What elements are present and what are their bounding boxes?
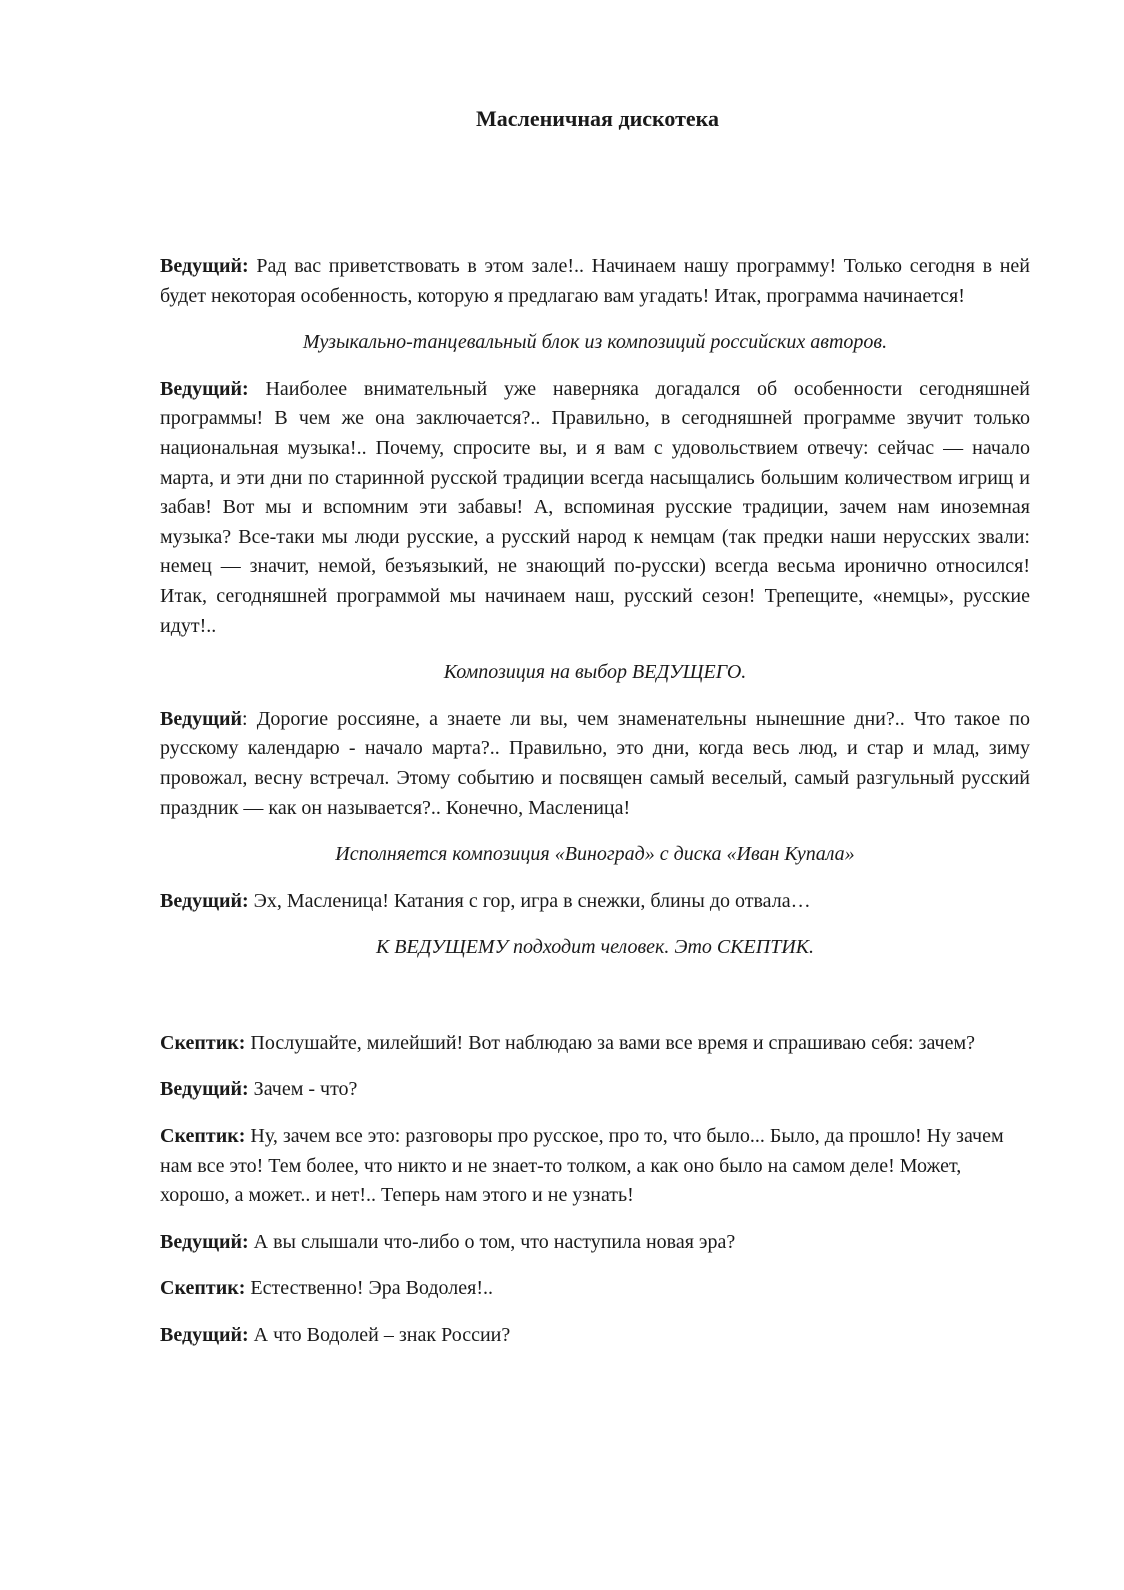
speaker-label: Ведущий:	[160, 889, 249, 912]
dialogue-text: Ну, зачем все это: разговоры про русское, про то, что было... Было, да прошло! Ну зачем нам все это! Тем более, что никто и не знает-то толком, а как оно было на самом деле! Может, хорошо, а может.. и нет!.. Теперь нам этого и не узнать!	[160, 1125, 1004, 1207]
dialogue-paragraph	[160, 1274, 1030, 1304]
dialogue-text: Наиболее внимательный уже наверняка догадался об особенности сегодняшней программы! В чем же она заключается?.. Правильно, в сегодняшней программе звучит только национальная музыка!.. Почему, спросите вы, и я вам с удовольствием отвечу: сейчас — начало марта, и эти дни по старинной русской традиции всегда насыщались большим количеством игрищ и забав! Вот мы и вспомним эти забавы! А, вспоминая русские традиции, зачем нам иноземная музыка? Все-таки мы люди русские, а русский народ к немцам (так предки наши нерусских звали: немец — значит, немой, безъязыкий, не знающий по-русски) всегда весьма иронично относился! Итак, сегодняшней программой мы начинаем наш, русский сезон! Трепещите, «немцы», русские идут!..	[160, 377, 1030, 637]
dialogue-paragraph	[160, 887, 1030, 917]
dialogue-text: А что Водолей – знак России?	[248, 1324, 511, 1347]
stage-direction: Композиция на выбор ВЕДУЩЕГО.	[443, 661, 747, 684]
speaker-label: Ведущий:	[160, 1078, 249, 1101]
stage-direction: К ВЕДУЩЕМУ подходит человек. Это СКЕПТИК.	[375, 936, 815, 959]
speaker-label: Ведущий:	[160, 377, 249, 400]
document-title: Масленичная дискотека	[475, 106, 720, 131]
dialogue-text: : Дорогие россияне, а знаете ли вы, чем знаменательны нынешние дни?.. Что такое по русскому календарю - начало марта?.. Правильно, это дни, когда весь люд, и стар и млад, зиму провожал, весну встречал. Этому событию и посвящен самый веселый, самый разгульный русский праздник — как он называется?.. Конечно, Масленица!	[160, 707, 1030, 819]
dialogue-paragraph	[160, 1228, 1030, 1258]
speaker-label: Скептик:	[160, 1277, 246, 1300]
dialogue-paragraph	[160, 1122, 1030, 1211]
speaker-label: Скептик:	[160, 1031, 246, 1054]
speaker-label: Скептик:	[160, 1125, 246, 1148]
dialogue-paragraph	[160, 252, 1030, 311]
dialogue-text: Естественно! Эра Водолея!..	[245, 1277, 493, 1300]
dialogue-text: Зачем - что?	[248, 1078, 358, 1101]
dialogue-paragraph	[160, 705, 1030, 823]
speaker-label: Ведущий:	[160, 1230, 249, 1253]
dialogue-text: Эх, Масленица! Катания с гор, игра в снежки, блины до отвала…	[248, 889, 811, 912]
dialogue-paragraph	[160, 1075, 1030, 1105]
speaker-label: Ведущий:	[160, 1324, 249, 1347]
dialogue-paragraph	[160, 1029, 1030, 1059]
speaker-label: Ведущий:	[160, 255, 249, 277]
dialogue-text: Послушайте, милейший! Вот наблюдаю за вами все время и спрашиваю себя: зачем?	[245, 1031, 975, 1054]
dialogue-text: А вы слышали что-либо о том, что наступила новая эра?	[248, 1230, 736, 1253]
stage-direction: Музыкально-танцевальный блок из композиций российских авторов.	[302, 331, 888, 354]
dialogue-text: Рад вас приветствовать в этом зале!.. Начинаем нашу программу! Только сегодня в ней будет некоторая особенность, которую я предлагаю вам угадать! Итак, программа начинается!	[160, 255, 1030, 307]
stage-direction: Исполняется композиция «Виноград» с диска «Иван Купала»	[335, 843, 855, 866]
dialogue-paragraph	[160, 375, 1030, 641]
speaker-label: Ведущий	[160, 707, 243, 730]
dialogue-paragraph	[160, 1321, 1030, 1351]
